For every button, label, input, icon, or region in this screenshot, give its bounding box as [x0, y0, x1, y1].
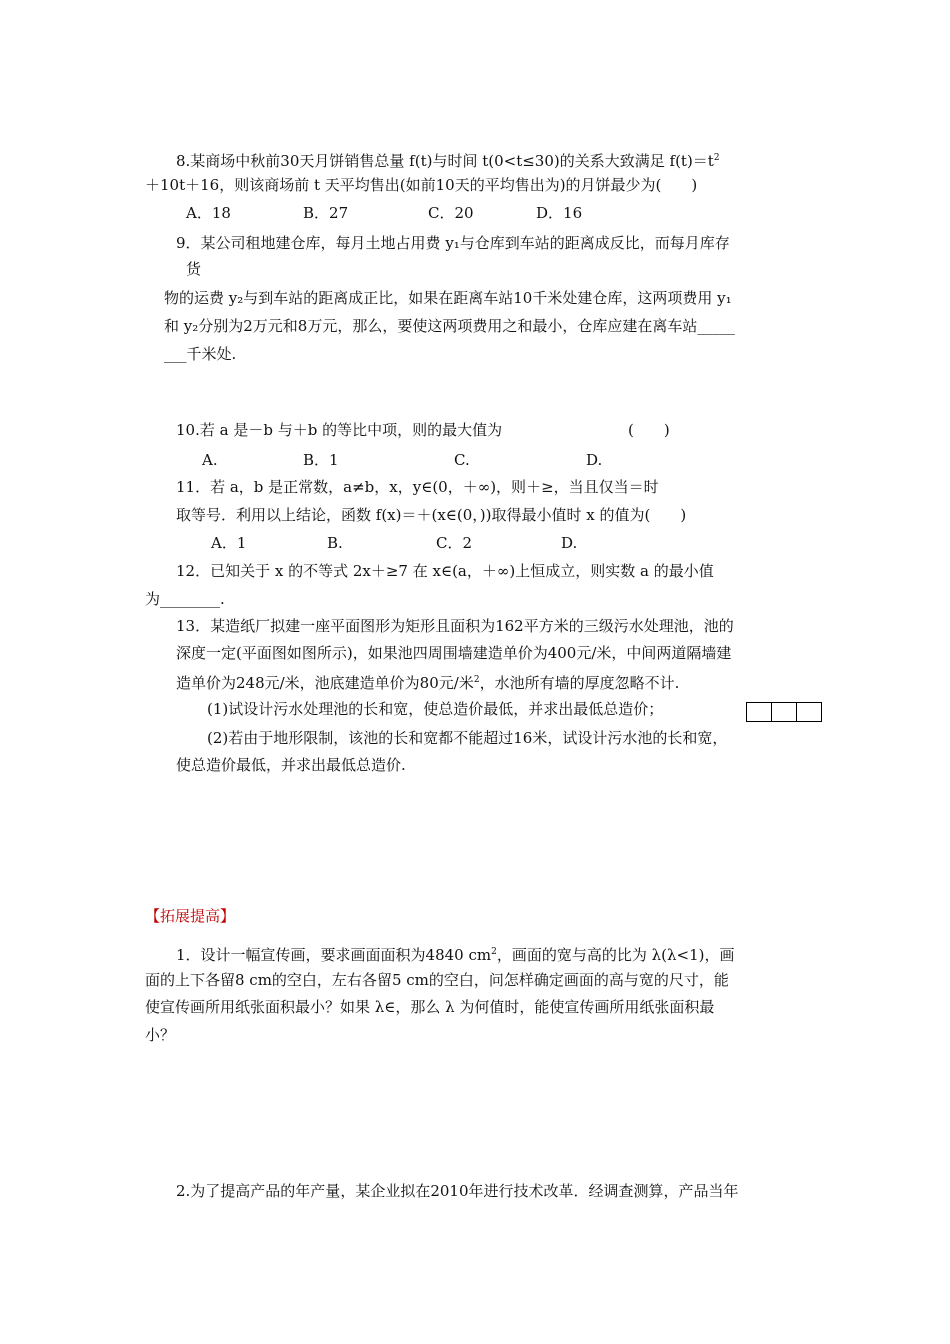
q13-superscript: 2 — [473, 675, 480, 685]
ext-p2-line1: 2.为了提高产品的年产量，某企业拟在2010年进行技术改革．经调查测算，产品当年 — [176, 1182, 739, 1200]
q9-line2: 物的运费 y₂与到车站的距离成正比，如果在距离车站10千米处建仓库，这两项费用 y₁ — [164, 289, 732, 307]
q8-option-b: B．27 — [303, 204, 349, 222]
q11-line1: 11．若 a，b 是正常数，a≠b，x，y∈(0，＋∞)，则＋≥，当且仅当＝时 — [176, 478, 659, 496]
q10-option-c: C. — [454, 451, 470, 469]
q9-line1: 9．某公司租地建仓库，每月土地占用费 y₁与仓库到车站的距离成反比，而每月库存 — [176, 234, 730, 252]
q11-option-c: C．2 — [436, 534, 473, 552]
pool-plan-diagram — [746, 702, 822, 722]
q10-option-b: B．1 — [303, 451, 339, 469]
q8-option-c: C．20 — [428, 204, 474, 222]
q11-option-a: A．1 — [211, 534, 247, 552]
q10-option-d: D. — [586, 451, 603, 469]
q11-option-d: D. — [561, 534, 578, 552]
q8-option-d: D．16 — [536, 204, 583, 222]
q10-option-a: A. — [202, 451, 218, 469]
q12-line2: 为________. — [145, 590, 225, 608]
pool-cell-2 — [772, 703, 797, 721]
q11-line2: 取等号．利用以上结论，函数 f(x)＝＋(x∈(0，))取得最小值时 x 的值为( ) — [176, 506, 687, 524]
q13-line1: 13．某造纸厂拟建一座平面图形为矩形且面积为162平方米的三级污水处理池，池的 — [176, 617, 734, 635]
q13-part2-line2: 使总造价最低，并求出最低总造价. — [176, 756, 406, 774]
pool-cell-1 — [747, 703, 772, 721]
q10-line1: 10.若 a 是－b 与＋b 的等比中项，则的最大值为 — [176, 421, 503, 439]
q8-line2: ＋10t＋16，则该商场前 t 天平均售出(如前10天的平均售出为)的月饼最少为( ) — [145, 176, 698, 194]
q13-line3: 造单价为248元/米，池底建造单价为80元/米$^2$，水池所有墙的厚度忽略不计. — [176, 674, 680, 692]
q11-option-b: B. — [327, 534, 343, 552]
q9-line4: ___千米处. — [164, 345, 237, 363]
ext-p1-line3: 使宣传画所用纸张面积最小？如果 λ∈，那么 λ 为何值时，能使宣传画所用纸张面积最 — [145, 998, 715, 1016]
q9-line1b: 货 — [186, 260, 202, 278]
ext-p1-line4: 小？ — [145, 1026, 176, 1044]
q13-line2: 深度一定(平面图如图所示)，如果池四周围墙建造单价为400元/米，中间两道隔墙建 — [176, 644, 732, 662]
q9-line3: 和 y₂分别为2万元和8万元，那么，要使这两项费用之和最小，仓库应建在离车站_____ — [164, 317, 735, 335]
ext-p1-line1: 1．设计一幅宣传画，要求画面面积为4840 $cm^2$，画面的宽与高的比为 λ(λ<1)，画 — [176, 946, 735, 964]
q8-option-a: A．18 — [186, 204, 231, 222]
q10-paren: ( ) — [628, 421, 670, 439]
ext-p1-line2: 面的上下各留8 cm的空白，左右各留5 cm的空白，问怎样确定画面的高与宽的尺寸，能 — [145, 971, 729, 989]
q8-superscript: 2 — [713, 153, 720, 163]
q12-line1: 12．已知关于 x 的不等式 2x＋≥7 在 x∈(a，＋∞)上恒成立，则实数 a 的最小值 — [176, 562, 714, 580]
q13-part1: (1)试设计污水处理池的长和宽，使总造价最低，并求出最低总造价； — [207, 700, 664, 718]
section-heading-extension: 【拓展提高】 — [145, 907, 236, 925]
pool-cell-3 — [797, 703, 821, 721]
q13-part2-line1: (2)若由于地形限制，该池的长和宽都不能超过16米，试设计污水池的长和宽， — [207, 729, 728, 747]
ext-p1-superscript: 2 — [491, 947, 497, 957]
q8-line1: 8.某商场中秋前30天月饼销售总量 f(t)与时间 t(0<t≤30)的关系大致满足 $f(t)=t^2$ — [176, 152, 720, 170]
